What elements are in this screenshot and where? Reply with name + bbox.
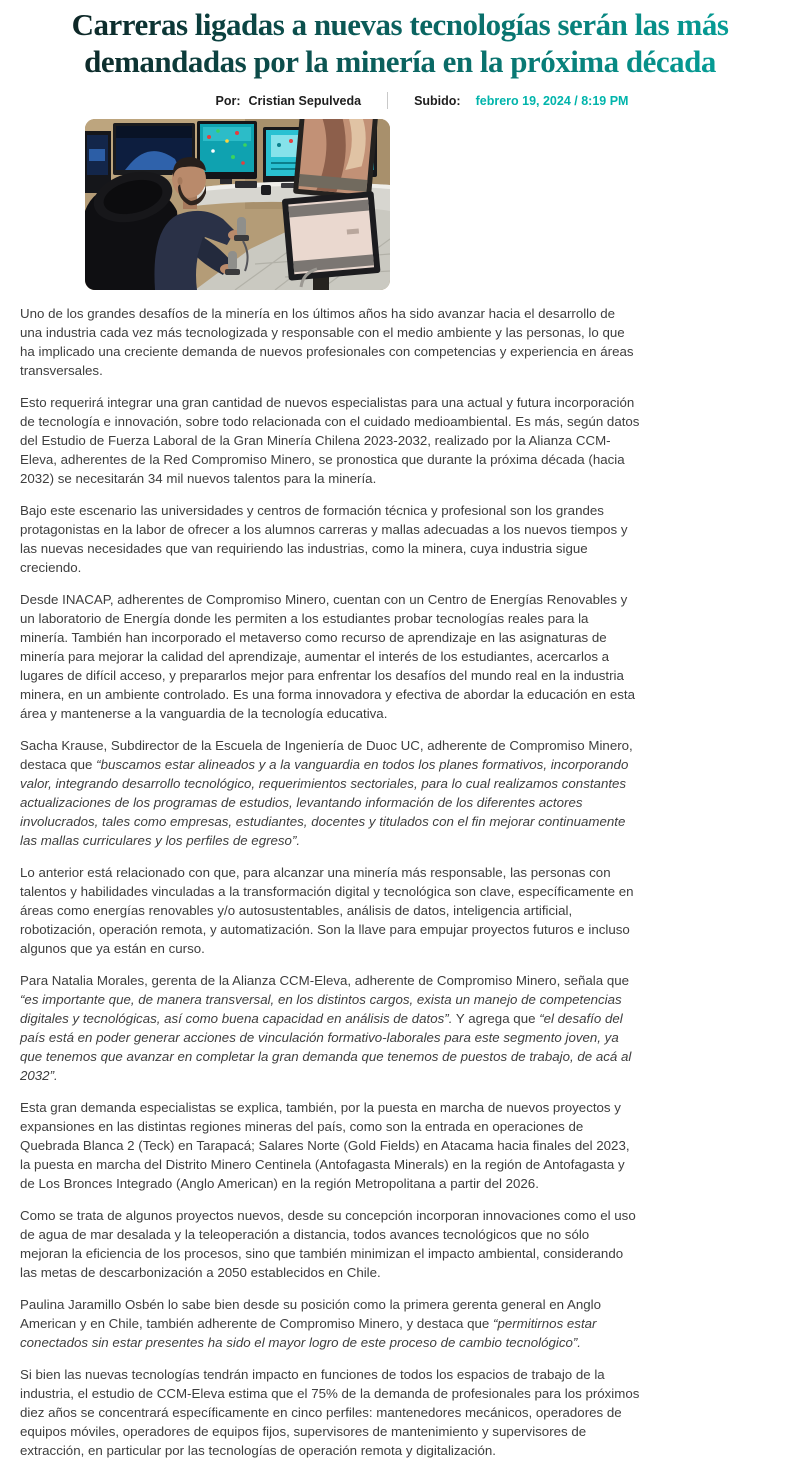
paragraph xyxy=(20,393,640,488)
body-text: Bajo este escenario las universidades y centros de formación técnica y profesional son los grandes protagonistas en la labor de ofrecer a los alumnos carreras y mallas adecuadas a los nuevos tiempos y las nuevas necesidades que van requiriendo las industrias, como la minera, cuya industria sigue creciendo. xyxy=(20,503,628,575)
author-label: Por: xyxy=(215,93,241,108)
paragraph xyxy=(20,736,640,850)
paragraph xyxy=(20,590,640,723)
author-name: Cristian Sepulveda xyxy=(248,93,362,108)
paragraph xyxy=(20,304,640,380)
body-text: Uno de los grandes desafíos de la minería en los últimos años ha sido avanzar hacia el desarrollo de una industria cada vez más tecnologizada y responsable con el medio ambiente y las personas, lo que ha implicado una creciente demanda de nuevos profesionales con competencias y experiencia en áreas transversales. xyxy=(20,306,634,378)
body-text: Y agrega que xyxy=(452,1011,540,1026)
paragraph xyxy=(20,971,640,1085)
paragraph xyxy=(20,501,640,577)
quote-text: “el desafío del país está en poder generar acciones de vinculación formativo-laborales para este segmento joven, ya que tenemos que avanzar en completar la gran demanda que tenemos de puestos de trabajo, de acá al 2032”. xyxy=(20,1011,632,1083)
monitor-icon xyxy=(197,121,257,184)
body-text: Esto requerirá integrar una gran cantidad de nuevos especialistas para una actual y futura incorporación de tecnología e innovación, sobre todo relacionada con el cuidado medioambiental. Es más, según datos del Estudio de Fuerza Laboral de la Gran Minería Chilena 2023-2032, realizado por la Alianza CCM-Eleva, adherentes de la Red Compromiso Minero, se pronostica que durante la próxima década (hacia 2032) se necesitarán 34 mil nuevos talentos para la minería. xyxy=(20,395,640,486)
paragraph xyxy=(20,1098,640,1193)
body-text: Sacha Krause, Subdirector de la Escuela de Ingeniería de Duoc UC, adherente de Compromiso Minero, destaca que xyxy=(20,738,633,772)
body-text: Para Natalia Morales, gerenta de la Alianza CCM-Eleva, adherente de Compromiso Minero, señala que xyxy=(20,973,630,988)
hero-image xyxy=(85,119,390,290)
body-text: Desde INACAP, adherentes de Compromiso Minero, cuentan con un Centro de Energías Renovables y un laboratorio de Energía donde les permiten a los estudiantes probar tecnologías reales para la minería. También han incorporado el metaverso como recurso de aprendizaje en las asignaturas de minería para mejorar la calidad del aprendizaje, aumentar el interés de los estudiantes, acercarlos a lugares de difícil acceso, y prepararlos mejor para enfrentar los desafíos del mundo real en la industria minera, en un ambiente controlado. Es una forma innovadora y efectiva de abordar la educación en esta área y mantenerse a la vanguardia de la tecnología educativa. xyxy=(20,592,635,721)
control-room-illustration xyxy=(85,119,390,290)
quote-text: “es importante que, de manera transversal, en los distintos cargos, exista un manejo de competencias digitales y tecnológicas, así como buena capacidad en análisis de datos”. xyxy=(20,992,622,1026)
paragraph xyxy=(20,863,640,958)
body-text: Paulina Jaramillo Osbén lo sabe bien desde su posición como la primera gerenta general en Anglo American y en Chile, también adherente de Compromiso Minero, y destaca que xyxy=(20,1297,601,1331)
body-text: Como se trata de algunos proyectos nuevos, desde su concepción incorporan innovaciones como el uso de agua de mar desalada y la teleoperación a distancia, todos avances tecnológicos que no sólo mejoran la eficiencia de los procesos, sino que también minimizan el impacto ambiental, considerando las metas de descarbonización a 2050 establecidos en Chile. xyxy=(20,1208,636,1280)
byline xyxy=(22,92,800,109)
date-label: Subido: xyxy=(414,93,461,108)
article-page xyxy=(0,6,800,1460)
paragraph xyxy=(20,1295,640,1352)
quote-text: “buscamos estar alineados y a la vanguardia en todos los planes formativos, incorporando valor, integrando desarrollo tecnológico, requerimientos sectoriales, para lo cual realizamos constantes actualizaciones de los programas de estudios, levantando información de los diferentes actores involucrados, tales como empresas, estudiantes, docentes y titulados con el fin mejorar continuamente las mallas curriculares y los perfiles de egreso”. xyxy=(20,757,629,848)
body-text: Lo anterior está relacionado con que, para alcanzar una minería más responsable, las personas con talentos y habilidades vinculadas a la transformación digital y tecnológica son clave, específicamente en áreas como energías renovables y/o autosustentables, análisis de datos, inteligencia artificial, robotización, operación remota, y automatización. Son la llave para empujar proyectos futuros e incluso algunos que ya están en curso. xyxy=(20,865,634,956)
page-title xyxy=(0,6,800,80)
title-line-1: Carreras ligadas a nuevas tecnologías serán las más xyxy=(71,7,729,42)
article-body xyxy=(20,304,640,1460)
paragraph xyxy=(20,1206,640,1282)
body-text: Esta gran demanda especialistas se explica, también, por la puesta en marcha de nuevos proyectos y expansiones en las distintas regiones mineras del país, como son la entrada en operaciones de Quebrada Blanca 2 (Teck) en Tarapacá; Salares Norte (Gold Fields) en Atacama hacia finales del 2023, la puesta en marcha del Distrito Minero Centinela (Antofagasta Minerals) en la región de Antofagasta y de Los Bronces Integrado (Anglo American) en la región Metropolitana a partir del 2026. xyxy=(20,1100,630,1191)
byline-divider xyxy=(387,92,388,109)
body-text: Si bien las nuevas tecnologías tendrán impacto en funciones de todos los espacios de trabajo de la industria, el estudio de CCM-Eleva estima que el 75% de la demanda de profesionales para los próximos diez años se concentrará específicamente en cinco perfiles: mantenedores mecánicos, operadores de equipos móviles, operadores de equipos fijos, supervisores de mantenimiento y supervisores de extracción, en particular por las tecnologías de operación remota y digitalización. xyxy=(20,1367,640,1458)
paragraph xyxy=(20,1365,640,1460)
publish-date: febrero 19, 2024 / 8:19 PM xyxy=(475,93,629,108)
quote-text: “permitirnos estar conectados sin estar presentes ha sido el mayor logro de este proceso de cambio tecnológico”. xyxy=(20,1316,597,1350)
title-line-2: demandadas por la minería en la próxima década xyxy=(84,44,716,79)
